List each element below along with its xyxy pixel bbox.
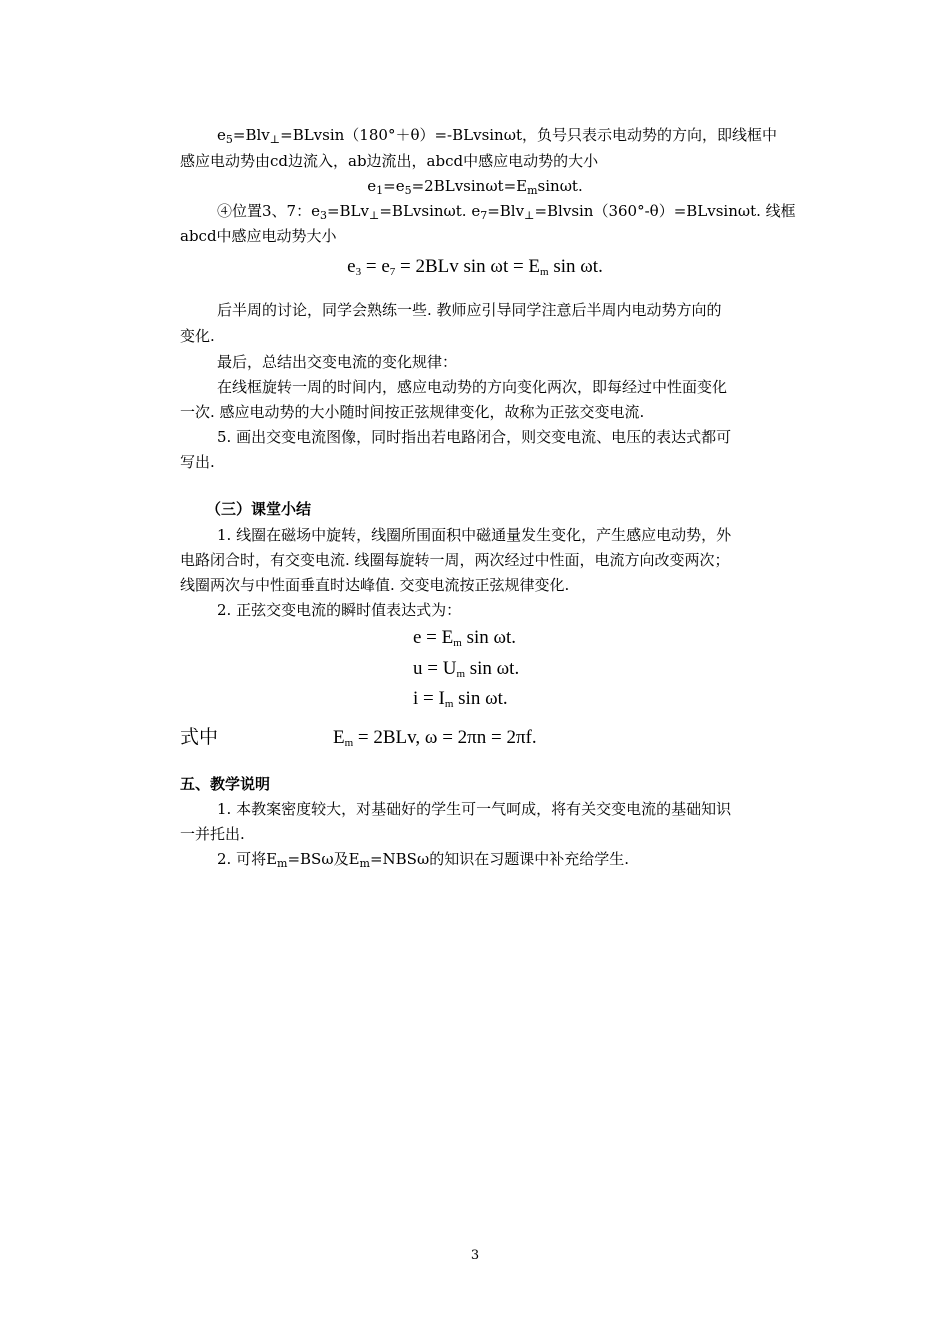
section-heading: 五、教学说明 <box>180 775 271 793</box>
text-line: 感应电动势由cd边流入，ab边流出，abcd中感应电动势的大小 <box>180 152 599 170</box>
equation: $e_3 = e_7 = 2BLv$ $\sin \omega t = E_m$ sin ωt. <box>347 256 603 278</box>
equation: $E_m = 2BLv$, ω = 2πn = 2πf. <box>333 727 537 749</box>
text-line: 变化. <box>180 327 215 345</box>
text-line: 电路闭合时，有交变电流. 线圈每旋转一周，两次经过中性面，电流方向改变两次； <box>180 551 730 569</box>
text-line: 1. 线圈在磁场中旋转，线圈所围面积中磁通量发生变化，产生感应电动势，外 <box>217 526 732 544</box>
text-line: $e_5=Blv_\perp=BLvsin(180^\circ+\theta)=$-BLvsinωt，负号只表示电动势的方向，即线框中 <box>217 126 777 146</box>
text-line: abcd中感应电动势大小 <box>180 227 337 245</box>
text-line: 5. 画出交变电流图像，同时指出若电路闭合，则交变电流、电压的表达式都可 <box>217 428 732 446</box>
equation: $u = U_m$ sin ωt. <box>413 658 520 680</box>
equation: $e = E_m$ sin ωt. <box>413 627 517 649</box>
text-line: 2. 可将$E_m=BS\omega$及$E_m=NBS\omega$的知识在习题课中补充给学生. <box>217 850 629 870</box>
text-line: ④位置3、7：$e_3=BLv_\perp=BLvsin\omega t$. $e_7=Blv_\perp=Blvsin(360^\circ-\theta)=BLvsin\omega t$. 线框 <box>217 202 796 222</box>
text-line: 一次. 感应电动势的大小随时间按正弦规律变化，故称为正弦交变电流. <box>180 403 645 421</box>
text-line: 线圈两次与中性面垂直时达峰值. 交变电流按正弦规律变化. <box>180 576 570 594</box>
text-line: 写出. <box>180 453 215 471</box>
text-line: 在线框旋转一周的时间内，感应电动势的方向变化两次，即每经过中性面变化 <box>217 378 728 396</box>
equation-label: 式中 <box>180 726 219 748</box>
page-number: 3 <box>470 1248 480 1263</box>
text-line: 1. 本教案密度较大，对基础好的学生可一气呵成，将有关交变电流的基础知识 <box>217 800 732 818</box>
text-line: 2. 正弦交变电流的瞬时值表达式为： <box>217 601 462 619</box>
text-line: 一并托出. <box>180 825 245 843</box>
equation: $i = I_m$ sin ωt. <box>413 688 508 710</box>
text-line: 后半周的讨论，同学会熟练一些. 教师应引导同学注意后半周内电动势方向的 <box>217 301 722 319</box>
section-heading: （三）课堂小结 <box>206 500 312 518</box>
formula-line: $e_1=e_5=2BLvsin\omega t=E_m\sin\omega t$. <box>367 177 583 197</box>
text-line: 最后，总结出交变电流的变化规律： <box>217 353 458 371</box>
